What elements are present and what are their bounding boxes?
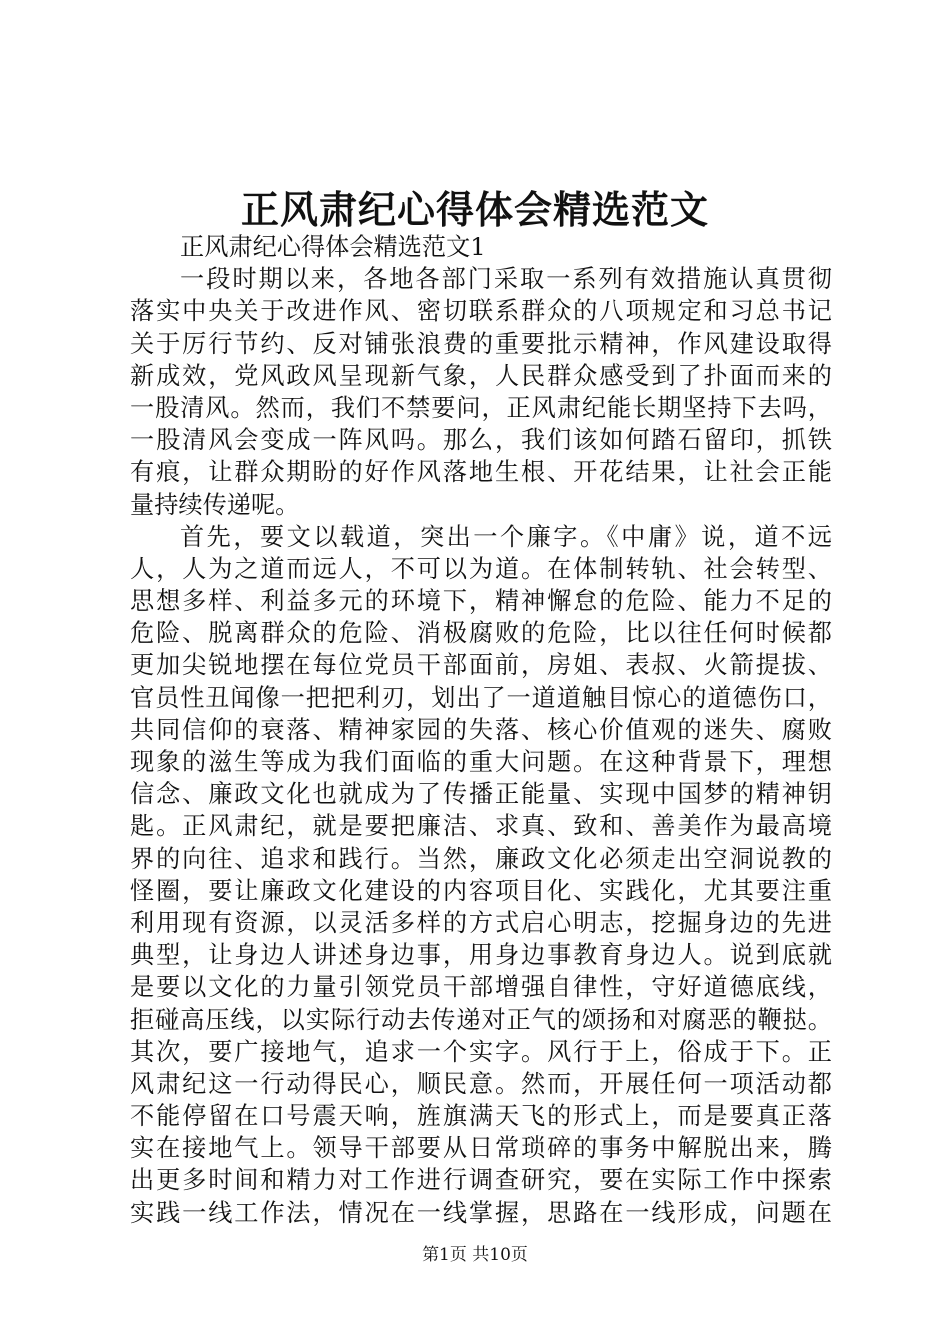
paragraph-line: 关于厉行节约、反对铺张浪费的重要批示精神，作风建设取得 — [130, 329, 832, 358]
paragraph-line: 其次，要广接地气，追求一个实字。风行于上，俗成于下。正 — [130, 1037, 832, 1066]
paragraph-line: 思想多样、利益多元的环境下，精神懈怠的危险、能力不足的 — [130, 587, 832, 616]
paragraph-line: 共同信仰的衰落、精神家园的失落、核心价值观的迷失、腐败 — [130, 715, 832, 744]
paragraph-line: 实践一线工作法，情况在一线掌握，思路在一线形成，问题在 — [130, 1198, 832, 1227]
paragraph-line: 落实中央关于改进作风、密切联系群众的八项规定和习总书记 — [130, 297, 832, 326]
paragraph-line: 怪圈，要让廉政文化建设的内容项目化、实践化，尤其要注重 — [130, 876, 832, 905]
paragraph-line: 信念、廉政文化也就成为了传播正能量、实现中国梦的精神钥 — [130, 780, 832, 809]
document-body — [130, 231, 832, 1229]
paragraph-line: 危险、脱离群众的危险、消极腐败的危险，比以往任何时候都 — [130, 619, 832, 648]
paragraph-line: 是要以文化的力量引领党员干部增强自律性，守好道德底线， — [130, 973, 832, 1002]
paragraph-line: 首先，要文以载道，突出一个廉字。《中庸》说，道不远 — [180, 522, 832, 551]
paragraph-line: 更加尖锐地摆在每位党员干部面前，房姐、表叔、火箭提拔、 — [130, 651, 832, 680]
paragraph-line: 界的向往、追求和践行。当然，廉政文化必须走出空洞说教的 — [130, 844, 832, 873]
paragraph-line: 拒碰高压线，以实际行动去传递对正气的颂扬和对腐恶的鞭挞。 — [130, 1005, 832, 1034]
paragraph-line: 出更多时间和精力对工作进行调查研究，要在实际工作中探索 — [130, 1166, 832, 1195]
paragraph-line: 人，人为之道而远人，不可以为道。在体制转轨、社会转型、 — [130, 554, 832, 583]
paragraph-line: 一股清风会变成一阵风吗。那么，我们该如何踏石留印，抓铁 — [130, 426, 832, 455]
paragraph-line: 风肃纪这一行动得民心，顺民意。然而，开展任何一项活动都 — [130, 1069, 832, 1098]
paragraph-line: 新成效，党风政风呈现新气象，人民群众感受到了扑面而来的 — [130, 361, 832, 390]
paragraph-line: 现象的滋生等成为我们面临的重大问题。在这种背景下，理想 — [130, 748, 832, 776]
paragraph-line: 一股清风。然而，我们不禁要问，正风肃纪能长期坚持下去吗， — [130, 393, 832, 422]
paragraph-line: 不能停留在口号震天响，旌旗满天飞的形式上，而是要真正落 — [130, 1102, 832, 1131]
paragraph-line: 匙。正风肃纪，就是要把廉洁、求真、致和、善美作为最高境 — [130, 812, 832, 841]
paragraph-line: 利用现有资源，以灵活多样的方式启心明志，挖掘身边的先进 — [130, 908, 832, 937]
paragraph-line: 典型，让身边人讲述身边事，用身边事教育身边人。说到底就 — [130, 941, 832, 970]
document-title: 正风肃纪心得体会精选范文 — [240, 187, 709, 232]
paragraph-line: 一段时期以来，各地各部门采取一系列有效措施认真贯彻 — [180, 265, 832, 294]
page-number: 第1页 共10页 — [422, 1245, 528, 1265]
paragraph-line: 实在接地气上。领导干部要从日常琐碎的事务中解脱出来，腾 — [130, 1134, 832, 1163]
paragraph-line: 量持续传递呢。 — [130, 490, 300, 519]
paragraph-line: 有痕，让群众期盼的好作风落地生根、开花结果，让社会正能 — [130, 458, 832, 487]
section-heading: 正风肃纪心得体会精选范文1 — [180, 233, 486, 261]
paragraph-line: 官员性丑闻像一把把利刃，划出了一道道触目惊心的道德伤口， — [130, 683, 832, 712]
